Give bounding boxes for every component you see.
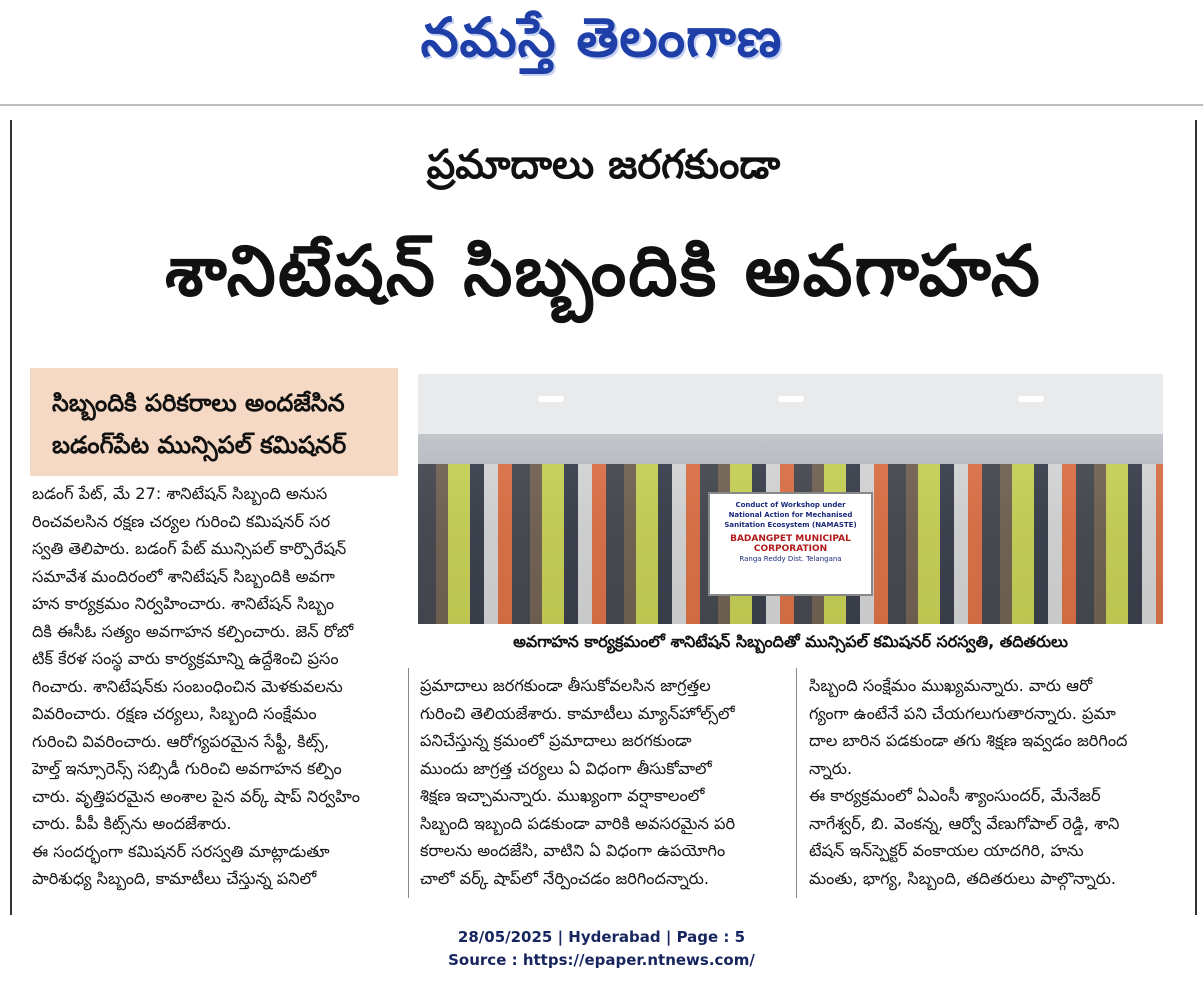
text-line: చారు. వృత్తిపరమైన అంశాల పైన వర్క్ షాప్ నిర్వహిం [32, 786, 360, 806]
subhead-line: బడంగ్‌పేట మున్సిపల్ కమిషనర్ [52, 431, 347, 459]
column-divider [796, 668, 797, 898]
text-line: రించవలసిన రక్షణ చర్యల గురించి కమిషనర్ సర [32, 511, 331, 531]
text-line: పారిశుధ్య సిబ్బంది, కామాటీలు చేస్తున్న పనిలో [32, 869, 317, 888]
text-line: న్నారు. [809, 758, 853, 778]
text-line: ప్రమాదాలు జరగకుండా తీసుకోవలసిన జాగ్రత్తల [420, 676, 711, 695]
article-column-2 [420, 672, 786, 892]
footer-date-line: 28/05/2025 | Hyderabad | Page : 5 [457, 928, 746, 946]
text-line: ఈ సందర్భంగా కమిషనర్ సరస్వతి మాట్లాడుతూ [32, 841, 330, 861]
ceiling-light [538, 396, 564, 402]
text-line: సమావేశ మందిరంలో శానిటేషన్ సిబ్బందికి అవగా [32, 566, 335, 586]
text-line: సిబ్బంది ఇబ్బంది పడకుండా వారికి అవసరమైన పరి [420, 813, 736, 833]
text-line: ముందు జాగ్రత్త చర్యలు ఏ విధంగా తీసుకోవాలో [420, 758, 712, 778]
text-line: టేషన్ ఇన్‌స్పెక్టర్ వంకాయల యాదగిరి, హను [809, 841, 1084, 860]
text-line: నాగేశ్వర్, బి. వెంకన్న, ఆర్వో వేణుగోపాల్ రెడ్డి, శాని [809, 813, 1120, 833]
footer-source-link[interactable]: Source : https://epaper.ntnews.com/ [448, 951, 755, 969]
photo-banner [708, 492, 873, 596]
article-photo [418, 374, 1163, 624]
subhead-line: సిబ్బందికి పరికరాలు అందజేసిన [52, 389, 345, 417]
page-footer [0, 926, 1203, 972]
ceiling-light [1018, 396, 1044, 402]
text-line: ఈ కార్యక్రమంలో ఏఎంసీ శ్యాంసుందర్, మేనేజర్ [809, 786, 1101, 805]
text-line: పనిచేస్తున్న క్రమంలో ప్రమాదాలు జరగకుండా [420, 731, 692, 750]
text-line: కరాలను అందజేసి, వాటిని ఏ విధంగా ఉపయోగిం [420, 841, 726, 860]
text-line: టిక్ కేరళ సంస్థ వారు కార్యక్రమాన్ని ఉద్దేశించి ప్రసం [32, 649, 339, 668]
text-line: దాల బారిన పడకుండా తగు శిక్షణ ఇవ్వడం జరిగింద [809, 731, 1128, 750]
article-headline: శానిటేషన్ సిబ్బందికి అవగాహన [165, 230, 1042, 312]
photo-caption: అవగాహన కార్యక్రమంలో శానిటేషన్ సిబ్బందితో మున్సిపల్ కమిషనర్ సరస్వతి, తదితరులు [513, 632, 1068, 651]
news-article [10, 120, 1197, 915]
text-line: స్వతి తెలిపారు. బడంగ్ పేట్ మున్సిపల్ కార్పొరేషన్ [32, 539, 347, 558]
text-line: హన కార్యక్రమం నిర్వహించారు. శానిటేషన్ సిబ్బం [32, 594, 335, 613]
masthead [0, 0, 1203, 106]
text-line: వివరించారు. రక్షణ చర్యలు, సిబ్బంది సంక్షేమం [32, 704, 317, 723]
text-line: హెల్త్ ఇన్సూరెన్స్ సబ్సిడీ గురించి అవగాహన కల్పిం [32, 759, 342, 778]
text-line: మంతు, భాగ్య, సిబ్బంది, తదితరులు పాల్గొన్నారు. [809, 868, 1117, 888]
text-line: గించారు. శానిటేషన్‌కు సంబంధించిన మెళకువలను [32, 676, 343, 696]
article-column-1 [32, 480, 400, 893]
column-divider [408, 668, 409, 898]
text-line: సిబ్బంది సంక్షేమం ముఖ్యమన్నారు. వారు ఆరో [809, 676, 1093, 695]
article-subhead [30, 368, 398, 476]
text-line: శిక్షణ ఇచ్చామన్నారు. ముఖ్యంగా వర్షాకాలంలో [420, 786, 705, 805]
banner-line: Ranga Reddy Dist. Telangana [739, 555, 842, 563]
text-line: చారు. పీపీ కిట్స్‌ను అందజేశారు. [32, 814, 232, 833]
article-kicker: ప్రమాదాలు జరగకుండా [426, 142, 781, 188]
text-line: గ్యంగా ఉంటేనే పని చేయగలుగుతారన్నారు. ప్రమా [809, 703, 1116, 723]
photo-wall [418, 374, 1163, 434]
text-line: గురించి వివరించారు. ఆరోగ్యపరమైన సేఫ్టీ, కిట్స్, [32, 731, 330, 751]
ceiling-light [778, 396, 804, 402]
banner-line: National Action for Mechanised Sanitation Ecosystem (NAMASTE) [724, 511, 857, 529]
text-line: బడంగ్ పేట్, మే 27: శానిటేషన్ సిబ్బంది అనుస [32, 484, 328, 503]
banner-line: BADANGPET MUNICIPAL CORPORATION [730, 534, 851, 554]
text-line: చాలో వర్క్ షాప్‌లో నేర్పించడం జరిగిందన్నారు. [420, 868, 710, 888]
newspaper-logo: నమస్తే తెలంగాణ [420, 6, 783, 69]
text-line: దికి ఈసీఓ సత్యం అవగాహన కల్పించారు. జెన్ రోబో [32, 621, 354, 641]
article-column-3 [809, 672, 1165, 892]
text-line: గురించి తెలియజేశారు. కామాటీలు మ్యాన్‌హోల్స్‌లో [420, 703, 735, 723]
banner-line: Conduct of Workshop under [735, 501, 846, 509]
